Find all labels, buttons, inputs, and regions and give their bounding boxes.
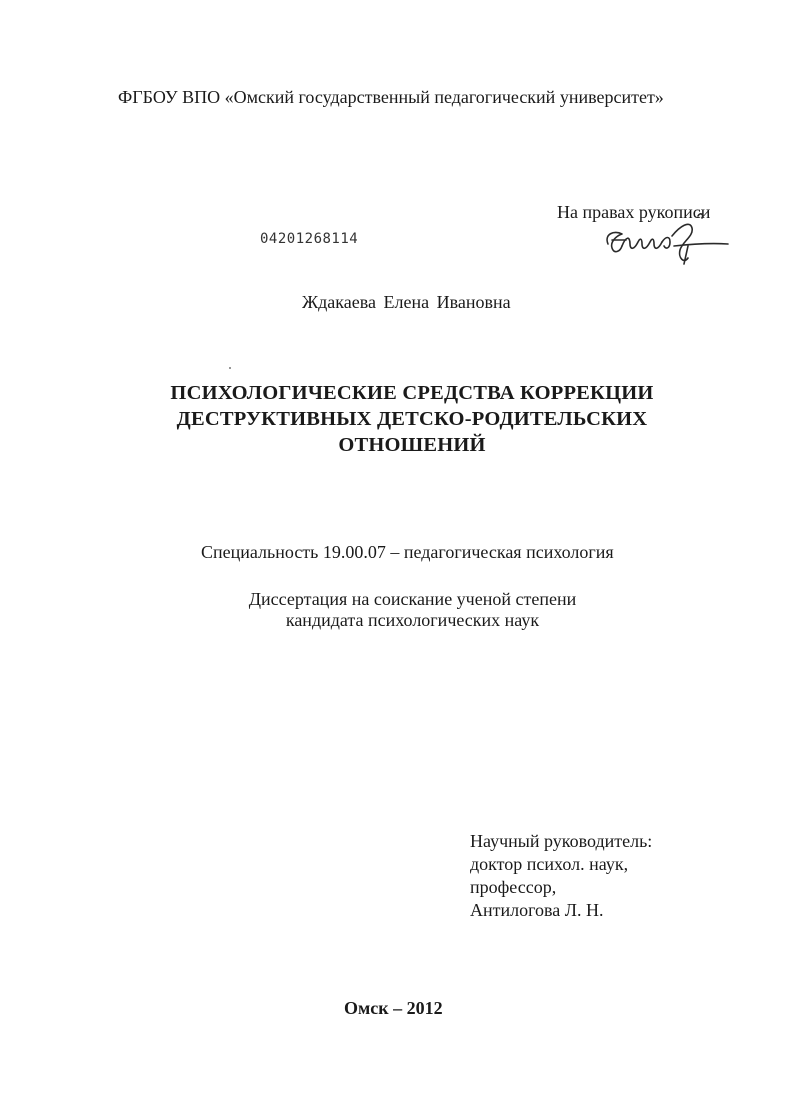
- supervisor-degree: доктор психол. наук,: [470, 854, 629, 874]
- supervisor-name: Антилогова Л. Н.: [470, 900, 604, 920]
- supervisor-rank: профессор,: [470, 877, 557, 897]
- speciality: Специальность 19.00.07 – педагогическая психология: [201, 542, 614, 562]
- registration-number: 04201268114: [260, 231, 359, 247]
- title-line: ДЕСТРУКТИВНЫХ ДЕТСКО-РОДИТЕЛЬСКИХ: [176, 408, 648, 430]
- institution-name: ФГБОУ ВПО «Омский государственный педагогический университет»: [118, 87, 664, 107]
- degree-statement: [180, 589, 645, 631]
- handwritten-signature: [596, 206, 732, 272]
- author-name: Ждакаева Елена Ивановна: [302, 292, 511, 312]
- degree-line: Диссертация на соискание ученой степени: [248, 589, 577, 609]
- title-line: ПСИХОЛОГИЧЕСКИЕ СРЕДСТВА КОРРЕКЦИИ: [170, 382, 654, 404]
- degree-line: кандидата психологических наук: [285, 610, 540, 630]
- manuscript-note: На правах рукописи: [557, 202, 711, 222]
- city-year: Омск – 2012: [344, 998, 443, 1018]
- dissertation-title: [120, 380, 704, 458]
- stray-mark: [229, 367, 231, 369]
- supervisor-label: Научный руководитель:: [470, 831, 653, 851]
- supervisor-block: [470, 830, 652, 922]
- title-line: ОТНОШЕНИЙ: [338, 434, 486, 456]
